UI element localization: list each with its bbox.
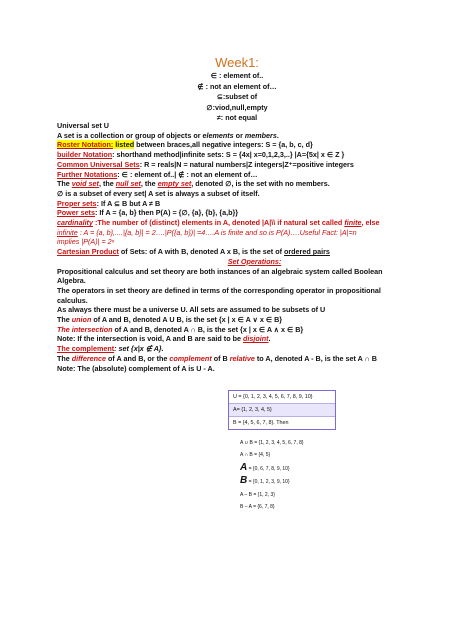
- example-set-b: B = {4, 5, 6, 7, 8}. Then: [229, 416, 335, 429]
- absolute-complement-note: Note: The (absolute) complement of A is U - A.: [57, 363, 215, 373]
- set-operations-heading: Set Operations:: [227, 256, 282, 266]
- set-definition: A set is a collection or group of objects or elements or members.: [57, 130, 279, 140]
- disjoint-note: Note: If the intersection is void, A and B are said to be disjoint.: [57, 334, 271, 344]
- cardinality-line-1: cardinality :The number of (distinct) elements in A, denoted |A|\\ if natural set called finite, else: [57, 218, 380, 228]
- further-notations: Further Notations: ∈ : element of..| ∉ : not an element of…: [57, 169, 258, 179]
- paragraph-universe: As always there must be a universe U. All sets are assumed to be subsets of U: [57, 305, 326, 315]
- cartesian-product: Cartesian Product of Sets: of A with B, denoted A x B, is the set of ordered pairs: [57, 247, 330, 257]
- result-intersection: A ∩ B = {4, 5}: [240, 452, 271, 459]
- symbol-line: ≠: not equal: [216, 113, 258, 122]
- symbol-line: ∈ : element of..: [210, 71, 264, 80]
- result-b-minus-a: B – A = {6, 7, 8}: [240, 504, 275, 511]
- example-results: [240, 437, 304, 513]
- cardinality-line-3: implies |P(A)| = 2ⁿ: [57, 237, 115, 247]
- result-complement-a: A = {0, 6, 7, 8, 9, 10}: [240, 461, 290, 473]
- union-line: The union of A and B, denoted A U B, is the set {x | x ∈ A ∨ x ∈ B}: [57, 315, 283, 325]
- proper-sets: Proper sets: If A ⊆ B but A ≠ B: [57, 198, 161, 208]
- symbol-list: [0, 71, 474, 124]
- paragraph-boolean-2: Algebra.: [57, 276, 86, 286]
- symbol-line: ∅:viod,null,empty: [206, 102, 268, 112]
- paragraph-operators-1: The operators in set theory are defined in terms of the corresponding operator in propositional: [57, 285, 381, 295]
- paragraph-boolean-1: Propositional calculus and set theory are both instances of an algebraic system called Boolean: [57, 266, 383, 276]
- symbol-line: ⊆:subset of: [216, 92, 258, 101]
- paragraph-operators-2: calculus.: [57, 295, 88, 305]
- void-set-line: The void set, the null set, the empty set, denoted ∅, is the set with no members.: [57, 179, 330, 189]
- empty-subset-line: ∅ is a subset of every set| A set is always a subset of itself.: [57, 188, 260, 198]
- notes-body: [57, 121, 452, 373]
- complement-line: The complement: set {x|x ∉ A}.: [57, 344, 164, 354]
- universal-set-heading: Universal set U: [57, 121, 109, 130]
- builder-notation: builder Notation: shorthand method|infinite sets: S = {4x| x=0,1,2,3,..} |A={5x| x ∈ Z }: [57, 150, 345, 160]
- common-universal-sets: Common Universal Sets: R = reals|N = natural numbers|Z integers|Z⁺=positive integers: [57, 159, 354, 169]
- power-sets: Power sets: If A = {a, b} then P(A) = {∅, {a}, {b}, {a,b}}: [57, 208, 239, 218]
- difference-line: The difference of A and B, or the complement of B relative to A, denoted A - B, is the set A ∩ B: [57, 353, 377, 363]
- result-a-minus-b: A – B = {1, 2, 3}: [240, 491, 275, 498]
- example-box: [228, 390, 336, 430]
- page-title: Week1:: [215, 55, 259, 70]
- cardinality-line-2: infinite : A = {a, b},....|{a, b}| = 2….|P({a, b})| =4….A is finite and so is P(A)….Useful Fact: |A|=n: [57, 227, 357, 237]
- intersection-line: The intersection of A and B, denoted A ∩ B, is the set {x | x ∈ A ∧ x ∈ B}: [57, 324, 304, 334]
- example-universe: U = {0, 1, 2, 3, 4, 5, 6, 7, 8, 9, 10}: [233, 394, 313, 400]
- example-set-a: A= {1, 2, 3, 4, 5}: [229, 403, 335, 416]
- roster-notation: Roster Notation: listed between braces,all negative integers: S = {a, b, c, d}: [57, 140, 313, 150]
- result-union: A ∪ B = {1, 2, 3, 4, 5, 6, 7, 8}: [240, 440, 304, 446]
- symbol-line: ∉ : not an element of…: [197, 81, 277, 91]
- result-complement-b: B = {0, 1, 2, 3, 9, 10}: [240, 475, 290, 487]
